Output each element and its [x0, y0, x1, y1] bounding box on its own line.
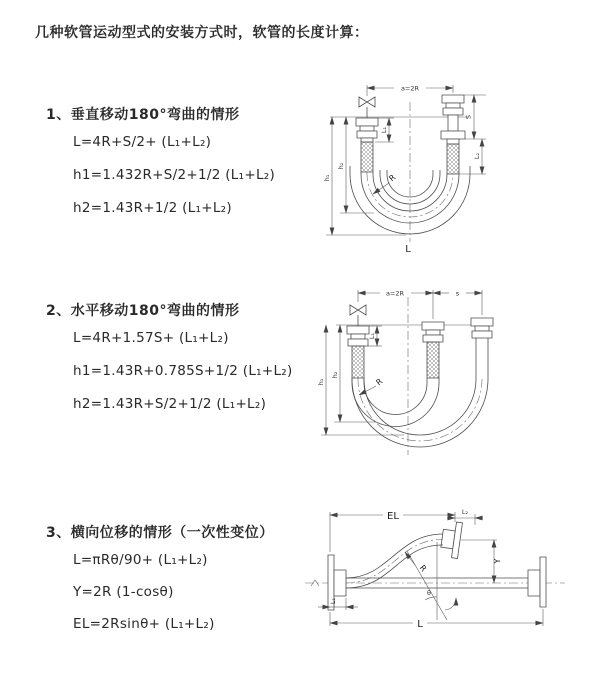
svg-text:θ: θ — [427, 589, 431, 597]
valve-icon — [350, 305, 366, 326]
svg-text:EL: EL — [387, 511, 399, 522]
svg-text:R: R — [387, 172, 398, 184]
svg-text:L₂: L₂ — [461, 508, 469, 516]
svg-text:Y: Y — [493, 558, 502, 564]
diagram-horizontal-bend — [316, 283, 506, 463]
left-braid-hose — [361, 142, 373, 172]
section-1-heading: 1、垂直移动180°弯曲的情形 — [46, 107, 240, 123]
svg-text:s: s — [455, 289, 460, 298]
diagram-lateral-displacement — [297, 500, 597, 665]
section-2-formula-L: L=4R+1.57S+ (L₁+L₂) — [73, 330, 229, 346]
section-3-formula-EL: EL=2Rsinθ+ (L₁+L₂) — [73, 616, 215, 632]
svg-text:L₁: L₁ — [380, 126, 388, 134]
section-2-formula-h2: h2=1.43R+S/2+1/2 (L₁+L₂) — [73, 396, 267, 412]
right-fitting — [441, 95, 465, 144]
svg-text:L₁: L₁ — [368, 332, 376, 340]
svg-text:h₂: h₂ — [337, 162, 345, 170]
length-label: L — [405, 244, 411, 255]
valve-icon — [359, 97, 375, 118]
dim-a2r — [358, 290, 433, 320]
dim-s — [433, 290, 482, 316]
dim-L2 — [459, 139, 486, 174]
svg-text:h₁: h₁ — [317, 378, 325, 386]
right-flange — [528, 557, 546, 607]
svg-text:L: L — [417, 619, 423, 630]
radius-label — [359, 377, 385, 395]
svg-text:L₁: L₁ — [329, 597, 337, 605]
svg-text:L₂: L₂ — [473, 152, 481, 160]
svg-text:h₂: h₂ — [331, 371, 339, 379]
svg-text:a=2R: a=2R — [400, 84, 420, 93]
middle-braid-hose — [427, 342, 439, 378]
s-curve-hose — [346, 534, 443, 588]
dim-L1 — [318, 597, 358, 610]
middle-fitting — [422, 322, 444, 342]
dim-Y — [461, 540, 502, 583]
dim-EL — [330, 511, 455, 552]
dim-L2 — [447, 508, 483, 525]
right-braid-hose — [447, 144, 459, 174]
svg-text:S: S — [464, 114, 473, 120]
radius-label — [405, 552, 428, 574]
section-3-formula-Y: Y=2R (1-cosθ) — [73, 584, 174, 600]
dim-L1 — [368, 326, 382, 346]
svg-text:R: R — [417, 563, 429, 574]
diagram-vertical-bend — [316, 66, 566, 262]
upper-flange — [440, 520, 463, 558]
svg-text:R: R — [374, 376, 385, 388]
dim-S — [464, 95, 486, 139]
section-1-formula-h1: h1=1.432R+S/2+1/2 (L₁+L₂) — [73, 167, 276, 183]
angle-construction — [407, 542, 456, 620]
dim-L — [330, 609, 543, 630]
section-2-heading: 2、水平移动180°弯曲的情形 — [46, 303, 240, 319]
section-2-formula-h1: h1=1.43R+0.785S+1/2 (L₁+L₂) — [73, 363, 293, 379]
hose-u-curves — [352, 338, 488, 447]
section-3-formula-L: L=πRθ/90+ (L₁+L₂) — [73, 552, 208, 568]
section-1-formula-L: L=4R+S/2+ (L₁+L₂) — [73, 134, 212, 150]
right-fitting — [471, 318, 493, 338]
left-fitting — [347, 326, 369, 346]
section-1-formula-h2: h2=1.43R+1/2 (L₁+L₂) — [73, 200, 232, 216]
svg-text:a=2R: a=2R — [385, 289, 405, 298]
section-3-heading: 3、横向位移的情形（一次性变位） — [46, 525, 274, 541]
left-braid-hose — [352, 346, 364, 378]
svg-text:h₁: h₁ — [323, 174, 331, 182]
dim-a2r — [367, 85, 453, 97]
page-title: 几种软管运动型式的安装方式时，软管的长度计算： — [35, 25, 369, 41]
left-fitting — [356, 118, 378, 142]
